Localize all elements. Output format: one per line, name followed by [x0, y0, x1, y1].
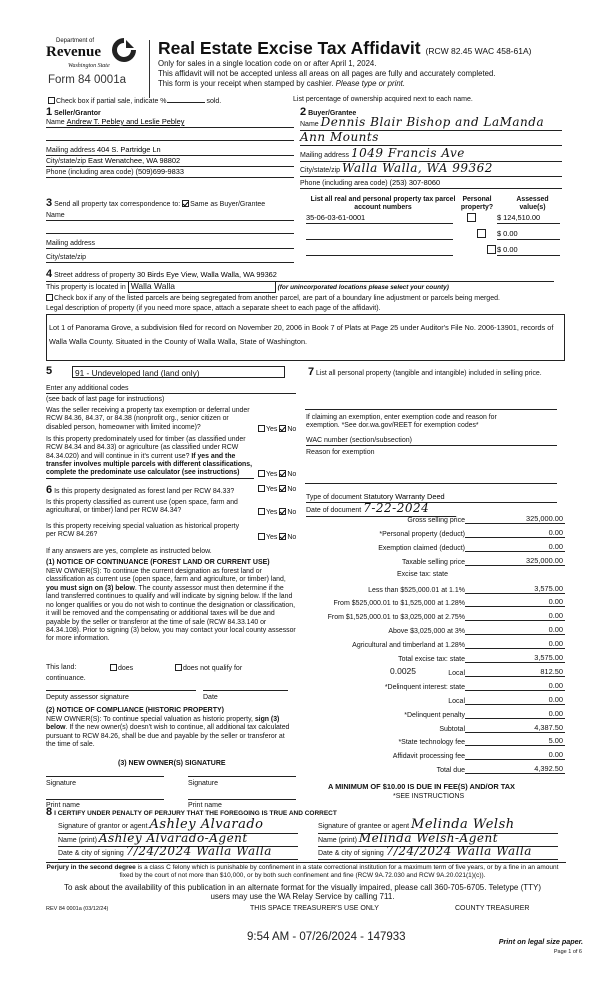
- calc-label: *State technology fee: [398, 739, 465, 747]
- yes-checkbox[interactable]: [258, 485, 265, 492]
- no-checkbox[interactable]: [279, 533, 286, 540]
- label: Phone (including area code): [46, 169, 134, 176]
- partial-sale: [48, 96, 221, 106]
- label: No: [287, 471, 297, 478]
- section-divider: [46, 862, 566, 863]
- calc-label: *Delinquent interest: state: [384, 683, 465, 691]
- corr-name-field[interactable]: [46, 212, 294, 221]
- label: This land:: [46, 664, 77, 671]
- no-checkbox[interactable]: [279, 425, 286, 432]
- calc-value[interactable]: 325,000.00: [465, 514, 565, 524]
- grantor-date-field[interactable]: [58, 845, 298, 860]
- wac-number-field[interactable]: [306, 437, 557, 446]
- form-title: [158, 38, 531, 58]
- notice-continuance-text: [46, 568, 296, 644]
- seller-city-field[interactable]: [46, 157, 294, 167]
- reason-field[interactable]: [305, 476, 557, 484]
- buyer-city-field[interactable]: [300, 162, 562, 177]
- owner-signature-line-1[interactable]: [46, 774, 164, 777]
- corr-city-field[interactable]: [46, 254, 294, 263]
- buyer-name-field[interactable]: [300, 116, 562, 131]
- seller-phone: (509)699-9833: [135, 167, 185, 176]
- parcel-number-field[interactable]: 35-06-03-61-0001: [306, 214, 453, 224]
- does-not-checkbox[interactable]: [175, 664, 182, 671]
- revision-label: REV 84 0001a (03/12/24): [46, 906, 109, 912]
- calc-row: [300, 722, 565, 734]
- personal-col-header: Personal property?: [460, 196, 494, 212]
- no-checkbox[interactable]: [279, 508, 286, 515]
- calc-row: [300, 541, 565, 553]
- calc-row: [300, 749, 565, 761]
- historical-question: Is this property receiving special valuation as historical property per RCW 84.26?: [46, 523, 240, 539]
- minimum-due-note: A MINIMUM OF $10.00 IS DUE IN FEE(S) AND/OR TAX: [328, 782, 515, 791]
- corr-mail-field[interactable]: [46, 240, 294, 249]
- grantee-signature: Melinda Welsh: [411, 817, 515, 832]
- calc-row: [300, 652, 565, 664]
- label: No: [287, 486, 297, 493]
- calc-row: [300, 583, 565, 595]
- grantee-date: 7/24/2024 Walla Walla: [385, 844, 532, 858]
- section-number: 2: [300, 106, 307, 118]
- dor-logo: [46, 36, 146, 98]
- logo-mark-icon: [110, 36, 138, 64]
- accessibility-notice: To ask about the availability of this publication in an alternate format for the visually impaired, please call 360-705-6705. Teletype (TTY) users may use the WA Relay Service by calling 711.: [64, 883, 541, 901]
- calc-label: From $525,000.01 to $1,525,000 at 1.28%: [333, 600, 465, 608]
- buyer-phone: (253) 307-8060: [389, 178, 441, 187]
- buyer-name-2: Ann Mounts: [300, 130, 379, 144]
- label: Enter any additional codes: [46, 385, 129, 392]
- calc-label: Total excise tax: state: [398, 656, 465, 663]
- notice-continuance-title: (1) NOTICE OF CONTINUANCE (FOREST LAND OR CURRENT USE): [46, 559, 270, 566]
- text: NEW OWNER(S): To continue special valuation as historic property,: [46, 716, 255, 723]
- seller-city: East Wenatchee, WA 98802: [88, 156, 181, 165]
- line3-text: This form is your receipt when stamped by cashier.: [158, 79, 336, 88]
- this-land-row: [46, 664, 76, 672]
- partial-sale-checkbox[interactable]: [48, 97, 55, 104]
- label: Yes: [266, 426, 278, 433]
- timber-question: [46, 436, 254, 479]
- calc-label: Taxable selling price: [401, 558, 465, 566]
- yes-checkbox[interactable]: [258, 470, 265, 477]
- type-or-print: Please type or print.: [335, 79, 406, 88]
- header-line-2: This affidavit will not be accepted unless all areas on all pages are fully and accurately completed.: [158, 69, 496, 78]
- perjury-bold: Perjury in the second degree: [46, 864, 136, 871]
- calc-row: [300, 527, 565, 539]
- grantee-date-field[interactable]: [318, 845, 558, 860]
- street-address-field[interactable]: [46, 268, 554, 282]
- calc-value[interactable]: 0.00: [465, 750, 565, 760]
- label: City/state/zip: [46, 158, 87, 165]
- does-not-option: [175, 664, 242, 673]
- label: Name: [46, 212, 65, 219]
- label: Phone (including area code): [300, 180, 388, 187]
- label: Name: [46, 119, 65, 126]
- label: No: [287, 426, 297, 433]
- no-checkbox[interactable]: [279, 470, 286, 477]
- calc-label: *Personal property (deduct): [379, 530, 465, 538]
- calc-label: Exemption claimed (deduct): [378, 544, 465, 552]
- grantor-signature: Ashley Alvarado: [149, 817, 264, 832]
- section-number: 4: [46, 268, 53, 280]
- street-address: 30 Birds Eye View, Walla Walla, WA 99362: [136, 270, 277, 279]
- form-number: Form 84 0001a: [48, 74, 126, 86]
- county-select[interactable]: Walla Walla: [128, 281, 276, 293]
- assessed-value-field[interactable]: $ 124,510.00: [497, 214, 560, 224]
- calc-row: [300, 763, 565, 775]
- does-option: [110, 664, 133, 673]
- ownership-note: List percentage of ownership acquired next to each name.: [293, 96, 473, 103]
- label: Yes: [266, 471, 278, 478]
- text: . The county assessor must then determine if the land transferred continues to qualify and will indicate by signing below. If the land no longer qualifies or you do not wish to continue the designation or classification, it will be removed and the compensating or additional taxes will be due and payable by the seller or transferor at the time of sale (RCW 84.33.140 or 84.34.108). Prior to signing (3) below, you may contact your local county assessor for more information.: [46, 584, 296, 643]
- seller-name: Andrew T. Pebley and Leslie Pebley: [66, 117, 185, 126]
- signature-label-1: Signature: [46, 780, 76, 787]
- notice-compliance-text: [46, 716, 296, 750]
- county-treasurer-label: COUNTY TREASURER: [455, 905, 530, 912]
- calc-value[interactable]: 0.00: [465, 639, 565, 649]
- print-name-label-1: Print name: [46, 802, 80, 809]
- calc-value[interactable]: 4,387.50: [465, 723, 565, 733]
- deputy-date-line[interactable]: [203, 688, 288, 691]
- calc-label: Affidavit processing fee: [392, 753, 465, 761]
- assessed-value-field[interactable]: $ 0.00: [497, 246, 560, 256]
- assessed-col-header: Assessed value(s): [516, 196, 549, 212]
- section-5-number: 5: [46, 365, 53, 377]
- header-divider: [149, 40, 150, 98]
- parcel-number-field[interactable]: [306, 230, 453, 240]
- label: Send all property tax correspondence to:: [54, 201, 181, 208]
- label: does not qualify for: [183, 665, 243, 672]
- calc-value[interactable]: 0.00: [465, 528, 565, 538]
- certify-text: I CERTIFY UNDER PENALTY OF PERJURY THAT THE FOREGOING IS TRUE AND CORRECT: [54, 810, 337, 817]
- calc-label: Less than $525,000.01 at 1.1%: [368, 586, 465, 594]
- yes-checkbox[interactable]: [258, 533, 265, 540]
- label: City/state/zip: [46, 254, 87, 261]
- calc-label: Total due: [436, 767, 465, 775]
- print-name-line-1[interactable]: [46, 797, 164, 800]
- label: Yes: [266, 534, 278, 541]
- calc-label: Agricultural and timberland at 1.28%: [352, 642, 465, 650]
- question-text: Was the seller receiving a property tax exemption or deferral under RCW 84.36, 84.37, or 84.38 (nonprofit org., senior citizen or disabled person, homeowner with limited income)?: [46, 407, 250, 431]
- calc-value[interactable]: 325,000.00: [465, 556, 565, 566]
- buyer-mail-field[interactable]: [300, 147, 562, 162]
- calc-value[interactable]: 0.00: [465, 681, 565, 691]
- calc-label: Gross selling price: [407, 517, 465, 524]
- calc-label: From $1,525,000.01 to $3,025,000 at 2.75%: [327, 614, 465, 622]
- parcel-number-field[interactable]: [306, 246, 453, 256]
- header-line-3: [158, 80, 405, 89]
- correspondence-heading: [46, 197, 265, 210]
- label: Yes: [266, 486, 278, 493]
- print-name-label-2: Print name: [188, 802, 222, 809]
- label: Mailing address: [46, 240, 96, 247]
- excise-tax-heading: Excise tax: state: [397, 570, 448, 578]
- q2-answer: [258, 470, 296, 479]
- buyer-city: Walla Walla, WA 99362: [342, 161, 493, 175]
- calc-row: [300, 708, 565, 720]
- label: Name (print): [58, 837, 97, 844]
- label: Type of document: [306, 494, 362, 501]
- same-as-buyer-checkbox[interactable]: [182, 200, 189, 207]
- buyer-mail: 1049 Francis Ave: [350, 146, 465, 160]
- personal-property-field[interactable]: [305, 402, 557, 410]
- perjury-notice: [40, 864, 565, 880]
- if-any-yes: If any answers are yes, complete as instructed below.: [46, 548, 212, 555]
- label: Date of document: [306, 507, 362, 514]
- calc-row: [300, 624, 565, 636]
- calc-value[interactable]: 0.00: [465, 625, 565, 635]
- label: No: [287, 534, 297, 541]
- label: Mailing address: [300, 152, 350, 159]
- calc-value[interactable]: 0.00: [465, 542, 565, 552]
- date-label: Date: [203, 694, 218, 701]
- continuance-label: continuance.: [46, 675, 86, 682]
- calc-row: [300, 638, 565, 650]
- text: NEW OWNER(S): To continue the current designation as forest land or classification as current use (open space, farm and agriculture, or timber) land,: [46, 568, 286, 584]
- logo-revenue: Revenue: [46, 44, 101, 60]
- logo-dept: Department of: [56, 38, 95, 44]
- personal-property-label: [308, 366, 563, 379]
- calc-label: *Delinquent penalty: [404, 711, 465, 719]
- text: . If the new owner(s) doesn't wish to continue, all additional tax calculated pursuant to RCW 84.26, shall be due and payable by the seller or transferor at the time of sale.: [46, 724, 290, 749]
- calc-label: Local: [448, 669, 465, 677]
- question-bold: If yes and the transfer involves multiple parcels with different classifications, complete the predominate use calculator (see instructions): [46, 452, 253, 477]
- calc-value[interactable]: 5.00: [465, 736, 565, 746]
- personal-property-checkbox[interactable]: [477, 229, 486, 238]
- grantor-date: 7/24/2024 Walla Walla: [125, 844, 272, 858]
- seller-mail: 404 S. Partridge Ln: [96, 145, 161, 154]
- label: Date & city of signing: [58, 850, 124, 857]
- signature-label-2: Signature: [188, 780, 218, 787]
- same-label: Same as Buyer/Grantee: [190, 201, 266, 208]
- label: Name (print): [318, 837, 357, 844]
- calc-value[interactable]: 0.00: [465, 695, 565, 705]
- buyer-name: Dennis Blair Bishop and LaManda: [320, 115, 545, 129]
- segregated-checkbox[interactable]: [46, 294, 53, 301]
- notice-compliance-title: (2) NOTICE OF COMPLIANCE (HISTORIC PROPERTY): [46, 707, 224, 714]
- does-checkbox[interactable]: [110, 664, 117, 671]
- calc-row: [300, 596, 565, 608]
- document-type: Statutory Warranty Deed: [363, 492, 445, 501]
- calc-value[interactable]: 0.00: [465, 597, 565, 607]
- section-number: 8: [46, 806, 53, 818]
- print-legal-note: Print on legal size paper.: [498, 937, 583, 946]
- q1-answer: [258, 425, 296, 434]
- yes-checkbox[interactable]: [258, 425, 265, 432]
- current-use-question: Is this property classified as current use (open space, farm and agricultural, or timber) land per RCW 84.34?: [46, 499, 238, 515]
- perjury-text: is a class C felony which is punishable by confinement in a state correctional institution for a maximum term of five years, or by a fine in an amount fixed by the court of not more than $10,000, or by both such confinement and fine (RCW 9A.72.030 and RCW 9A.20.021(1)(c)).: [119, 864, 559, 879]
- land-use-select[interactable]: 91 - Undeveloped land (land only): [72, 366, 285, 378]
- exemption-question: [46, 407, 251, 432]
- segregated-row: [46, 294, 500, 303]
- section-number: 7: [308, 366, 315, 378]
- calc-row: [300, 666, 565, 678]
- label: City/state/zip: [300, 167, 341, 174]
- question-text: Is this property predominately used for timber (as classified under RCW 84.34 and 84.33) or agriculture (as classified under RCW 84.34.020) and will continue in it's current use?: [46, 436, 246, 460]
- seller-phone-field[interactable]: [46, 168, 294, 178]
- buyer-phone-field[interactable]: [300, 179, 562, 189]
- seller-title: Seller/Grantor: [54, 110, 101, 117]
- section-number: 1: [46, 106, 53, 118]
- label: WAC number (section/subsection): [306, 437, 412, 444]
- receipt-stamp: 9:54 AM - 07/26/2024 - 147933: [247, 931, 406, 943]
- current-use-answer: [258, 508, 296, 517]
- label: Yes: [266, 509, 278, 516]
- seller-name-line-2[interactable]: [46, 133, 294, 141]
- section-number: 3: [46, 197, 53, 209]
- label: No: [287, 509, 297, 516]
- label: Street address of property: [54, 272, 136, 279]
- seller-name-field[interactable]: [46, 118, 294, 128]
- text-bold: you must sign on (3) below: [46, 584, 135, 592]
- calc-row: [300, 735, 565, 747]
- label: Check box if any of the listed parcels are being segregated from another parcel, are part of a boundary line adjustment or parcels being merged.: [54, 295, 500, 302]
- seller-mail-field[interactable]: [46, 146, 294, 156]
- calc-row: [300, 610, 565, 622]
- header-line-1: Only for sales in a single location code on or after April 1, 2024.: [158, 59, 377, 68]
- print-name-line-2[interactable]: [188, 797, 296, 800]
- label: Signature of grantee or agent: [318, 823, 410, 830]
- calc-value[interactable]: 0.00: [465, 611, 565, 621]
- yes-checkbox[interactable]: [258, 508, 265, 515]
- calc-value[interactable]: 3,575.00: [465, 653, 565, 663]
- legal-description-box[interactable]: Lot 1 of Panorama Grove, a subdivision filed for record on November 20, 2006 in Book 7 of Plats at Page 25 under Auditor's File No. 2006-13901, records of Walla Walla County. Situated in the County of Walla Walla, State of Washington.: [46, 314, 565, 361]
- calc-row: [300, 694, 565, 706]
- new-owner-signature-title: (3) NEW OWNER(S) SIGNATURE: [118, 760, 226, 767]
- personal-property-checkbox[interactable]: [487, 245, 496, 254]
- located-row: [46, 281, 449, 293]
- calc-value[interactable]: 0.00: [465, 709, 565, 719]
- calc-row: [300, 680, 565, 692]
- grantee-name: Melinda Welsh-Agent: [358, 831, 499, 845]
- partial-percent-field[interactable]: [167, 96, 205, 103]
- label: does: [118, 665, 134, 672]
- legal-label: Legal description of property (if you need more space, attach a separate sheet to each page of the affidavit).: [46, 305, 381, 312]
- deputy-signature-line[interactable]: [46, 688, 196, 691]
- codes-note: (see back of last page for instructions): [46, 396, 165, 403]
- question-text: Is this property designated as forest land per RCW 84.33?: [54, 488, 235, 495]
- owner-signature-line-2[interactable]: [188, 774, 296, 777]
- corr-name-line-2[interactable]: [46, 226, 294, 234]
- parcel-col-header: List all real and personal property tax parcel account numbers: [310, 196, 456, 212]
- reason-label: Reason for exemption: [306, 449, 375, 456]
- calc-value[interactable]: 3,575.00: [465, 584, 565, 594]
- personal-property-checkbox[interactable]: [467, 213, 476, 222]
- located-note: (for unincorporated locations please select your county): [277, 284, 449, 291]
- additional-codes-field[interactable]: [46, 385, 296, 394]
- local-rate: 0.0025: [390, 666, 416, 676]
- historical-answer: [258, 533, 296, 542]
- title-text: Real Estate Excise Tax Affidavit: [158, 38, 421, 58]
- calc-value[interactable]: 4,392.50: [465, 764, 565, 774]
- logo-state: Washington State: [68, 63, 110, 69]
- buyer-name-line-2[interactable]: [300, 131, 562, 146]
- rcw-citation: (RCW 82.45 WAC 458-61A): [425, 46, 532, 56]
- calc-label: Above $3,025,000 at 3%: [388, 628, 465, 636]
- see-instructions: *SEE INSTRUCTIONS: [393, 793, 465, 800]
- document-date: 7-22-2024: [363, 501, 430, 515]
- exemption-instructions: If claiming an exemption, enter exemption code and reason for exemption. *See dor.wa.gov/REET for exemption codes*: [306, 414, 497, 430]
- label: Mailing address: [46, 147, 96, 154]
- partial-label: Check box if partial sale, indicate %: [56, 98, 167, 105]
- label: Date & city of signing: [318, 850, 384, 857]
- grantor-name: Ashley Alvarado-Agent: [98, 831, 248, 845]
- label: Signature of grantor or agent: [58, 823, 148, 830]
- forest-answer: [258, 485, 296, 494]
- label: List all personal property (tangible and intangible) included in selling price.: [316, 370, 542, 377]
- page-number: Page 1 of 6: [553, 949, 582, 955]
- treasurer-use-label: THIS SPACE TREASURER'S USE ONLY: [250, 905, 379, 912]
- forest-question: [46, 484, 234, 497]
- assessed-value-field[interactable]: $ 0.00: [497, 230, 560, 240]
- buyer-title: Buyer/Grantee: [308, 110, 357, 117]
- label: This property is located in: [46, 284, 126, 291]
- label: Name: [300, 121, 319, 128]
- calc-row: [300, 555, 565, 567]
- calc-row: [300, 513, 565, 525]
- deputy-label: Deputy assessor signature: [46, 694, 129, 701]
- calc-label: Local: [448, 697, 465, 705]
- calc-value[interactable]: 812.50: [465, 667, 565, 677]
- sold-label: sold.: [206, 98, 222, 105]
- text-bold: sign (3) below: [46, 716, 280, 732]
- calc-label: Subtotal: [439, 725, 465, 733]
- section-number: 6: [46, 484, 53, 496]
- no-checkbox[interactable]: [279, 485, 286, 492]
